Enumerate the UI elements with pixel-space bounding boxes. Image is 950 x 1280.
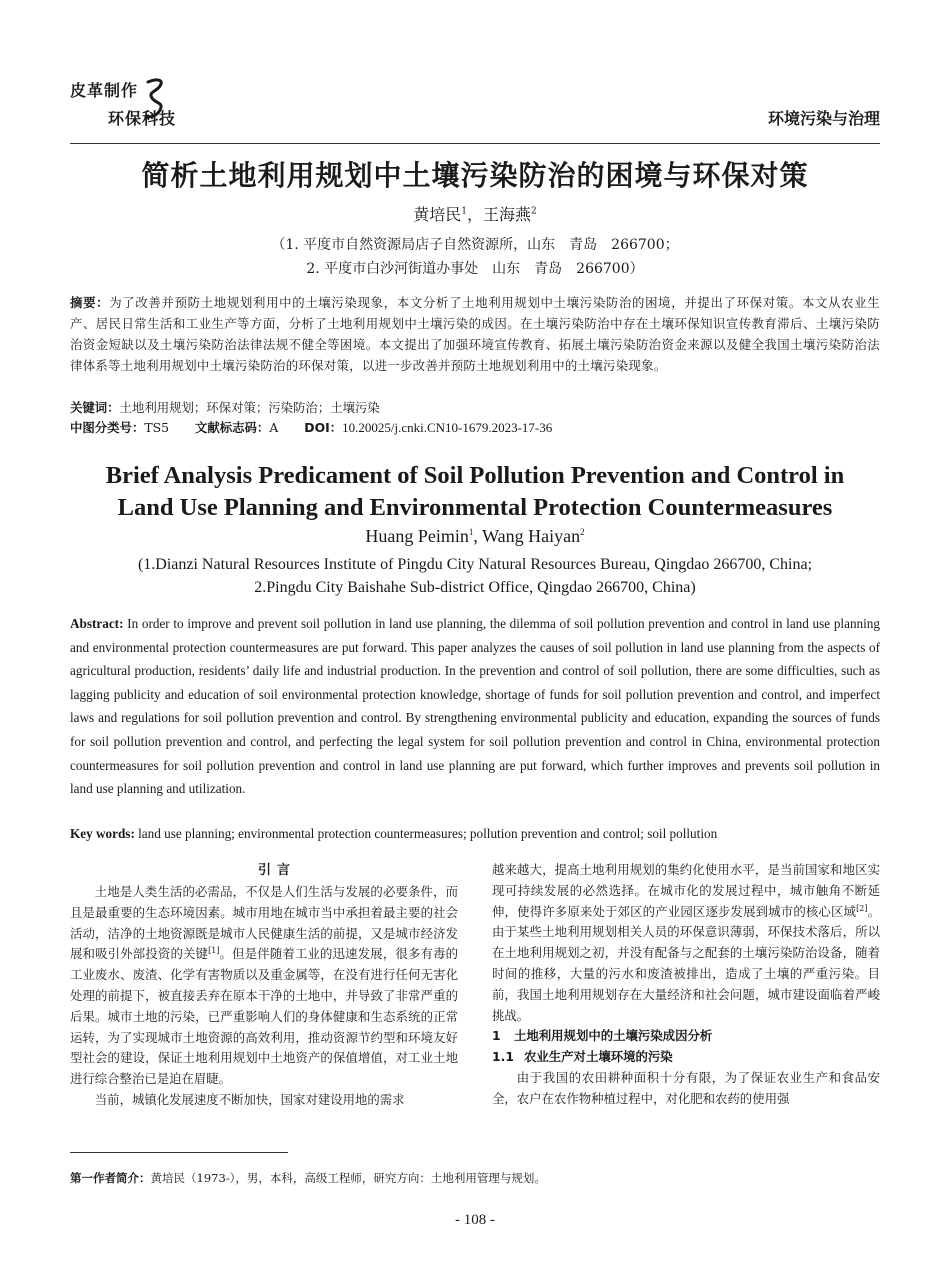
- en-keywords-text: land use planning; environmental protection countermeasures; pollution prevention and control; soil pollution: [138, 826, 718, 841]
- cn-author-1-sup: 1: [461, 206, 467, 217]
- cn-abstract-label: 摘要：: [70, 295, 110, 310]
- doi-value: 10.20025/j.cnki.CN10-1679.2023-17-36: [342, 420, 553, 435]
- en-keywords: [70, 824, 880, 844]
- paragraph-2-cont-part-b: 。由于某些土地利用规划相关人员的环保意识薄弱，环保技术落后，所以在土地利用规划之初，并没有配备与之配套的土壤污染防治设备，随着时间的推移，大量的污水和废渣被排出，造成了土壤的严重污染。目前，我国土地利用规划存在大量经济和社会问题，城市建设面临着严峻挑战。: [492, 903, 881, 1023]
- cn-affiliation-1: （1. 平度市自然资源局店子自然资源所，山东 青岛 266700；: [271, 237, 679, 253]
- page-header: [70, 70, 880, 150]
- en-authors: [70, 526, 880, 547]
- footnote-divider: [70, 1152, 288, 1153]
- footnote-text: 黄培民（1973-），男，本科，高级工程师，研究方向：土地利用管理与规划。: [150, 1171, 546, 1185]
- en-author-2-sup: 2: [580, 527, 585, 537]
- cn-author-2: 王海燕: [483, 205, 532, 224]
- doc-code-value: A: [269, 420, 279, 435]
- citation-2: [2]: [856, 903, 868, 913]
- body-column-right: [492, 860, 880, 1110]
- en-keywords-label: Key words:: [70, 826, 135, 841]
- cn-abstract: [70, 292, 880, 376]
- doc-code-label: 文献标志码：: [194, 420, 270, 435]
- en-title: [70, 460, 880, 524]
- en-affiliation-1: (1.Dianzi Natural Resources Institute of Pingdu City Natural Resources Bureau, Qingdao 266700, China;: [137, 556, 813, 573]
- footnote-label: 第一作者简介：: [70, 1171, 151, 1185]
- body-column-left: [70, 860, 458, 1111]
- en-title-line2: Land Use Planning and Environmental Protection Countermeasures: [117, 494, 833, 521]
- clc-value: TS5: [144, 420, 169, 435]
- paragraph-2: 当前，城镇化发展速度不断加快，国家对建设用地的需求: [94, 1091, 405, 1107]
- cn-classification-row: [70, 418, 880, 438]
- en-author-separator: ,: [473, 526, 483, 546]
- cn-abstract-text: 为了改善并预防土地规划利用中的土壤污染现象，本文分析了土地利用规划中土壤污染防治的困境，并提出了环保对策。本文从农业生产、居民日常生活和工业生产等方面，分析了土地利用规划中土壤污染的成因。在土壤污染防治中存在土壤环保知识宣传教育滞后、土壤污染防治资金短缺以及土壤污染防治法律法规不健全等困境。本文提出了加强环境宣传教育、拓展土壤污染防治资金来源以及健全我国土壤污染防治法律体系等土地利用规划中土壤污染防治的环保对策，以进一步改善并预防土地规划利用中的土壤污染现象。: [70, 295, 880, 373]
- section-1-1-heading: [492, 1047, 880, 1068]
- cn-title: 简析土地利用规划中土壤污染防治的困境与环保对策: [141, 159, 809, 192]
- cn-author-1: 黄培民: [413, 205, 462, 224]
- en-abstract-text: In order to improve and prevent soil pollution in land use planning, the dilemma of soil pollution prevention and control in land use planning and environmental protection countermeasures are put forward. This paper analyzes the causes of soil pollution in land use planning from the aspects of agricultural production, residents’ daily life and industrial production. In the prevention and control of soil pollution, there are some difficulties, such as lagging publicity and education of soil environmental protection knowledge, shortage of funds for soil pollution prevention and control, and imperfect laws and regulations for soil pollution prevention and control. By strengthening environmental publicity and education, expanding the sources of funds for soil pollution prevention and control, and perfecting the legal system for soil pollution prevention and control in China, environmental protection countermeasures for soil pollution prevention and control in land use planning are put forward, which further improves and prevents soil pollution in land use planning and utilization.: [70, 616, 880, 797]
- page-number: - 108 -: [455, 1212, 495, 1228]
- clc-label: 中图分类号：: [70, 420, 145, 435]
- paragraph-2-continued: [492, 860, 880, 1026]
- cn-author-separator: ，: [466, 205, 483, 224]
- cn-affiliation-2: 2. 平度市白沙河街道办事处 山东 青岛 266700）: [306, 261, 644, 277]
- en-author-1-sup: 1: [468, 527, 474, 537]
- cn-keywords: [70, 398, 880, 418]
- section-1-1-number: 1.1: [492, 1049, 514, 1065]
- en-affiliation-2: 2.Pingdu City Baishahe Sub-district Office, Qingdao 266700, China): [254, 579, 696, 596]
- paragraph-1-part-a: 土地是人类生活的必需品，不仅是人们生活与发展的必要条件，而且是最重要的生态环境因素。城市用地在城市当中承担着最主要的社会活动，洁净的土地资源既是城市人民健康生活的前提，又是城市经济发展和吸引外部投资的关键: [70, 884, 458, 962]
- citation-1: [1]: [208, 946, 220, 956]
- logo-text-line2: 环保科技: [108, 109, 177, 128]
- author-footnote: [70, 1170, 880, 1186]
- paragraph-2-cont-part-a: 越来越大，提高土地利用规划的集约化使用水平，是当前国家和地区实现可持续发展的必然选择。在城市化的发展过程中，城市触角不断延伸，使得许多原来处于郊区的产业园区逐步发展到城市的核心区域: [492, 862, 880, 919]
- en-author-2: Wang Haiyan: [482, 526, 581, 546]
- header-divider: [70, 143, 880, 144]
- en-title-line1: Brief Analysis Predicament of Soil Pollution Prevention and Control in: [105, 462, 845, 489]
- section-label: 环境污染与治理: [767, 109, 880, 128]
- cn-keywords-text: 土地利用规划；环保对策；污染防治；土壤污染: [119, 400, 380, 415]
- cn-keywords-label: 关键词：: [70, 400, 120, 415]
- doi-label: DOI：: [304, 420, 343, 435]
- section-1-number: 1: [492, 1028, 501, 1044]
- paragraph-1-part-b: 。但是伴随着工业的迅速发展，很多有毒的工业废水、废渣、化学有害物质以及重金属等，在没有进行任何无害化处理的前提下，被直接丢弃在原本干净的土地中，并导致了非常严重的后果。城市土地的污染，已严重影响人们的身体健康和生态系统的正常运转，为了实现城市土地资源的高效利用，推动资源节约型和环境友好型社会的建设，保证土地利用规划中土地资产的保值增值，对工业土地进行综合整治已是迫在眉睫。: [70, 946, 459, 1087]
- en-author-1: Huang Peimin: [365, 526, 469, 546]
- intro-heading: 引言: [257, 863, 296, 878]
- en-abstract-label: Abstract:: [70, 616, 124, 631]
- journal-logo: [70, 74, 230, 134]
- paragraph-3: 由于我国的农田耕种面积十分有限，为了保证农业生产和食品安全，农户在农作物种植过程中，对化肥和农药的使用强: [492, 1069, 880, 1106]
- cn-author-2-sup: 2: [531, 206, 537, 217]
- section-1-1-title: 农业生产对土壤环境的污染: [524, 1049, 673, 1065]
- section-1-heading: [492, 1026, 880, 1047]
- paragraph-1: [70, 882, 458, 1090]
- logo-text-line1: 皮革制作: [70, 81, 139, 100]
- cn-authors: [70, 202, 880, 225]
- en-abstract: [70, 612, 880, 801]
- section-1-title: 土地利用规划中的土壤污染成因分析: [514, 1028, 713, 1044]
